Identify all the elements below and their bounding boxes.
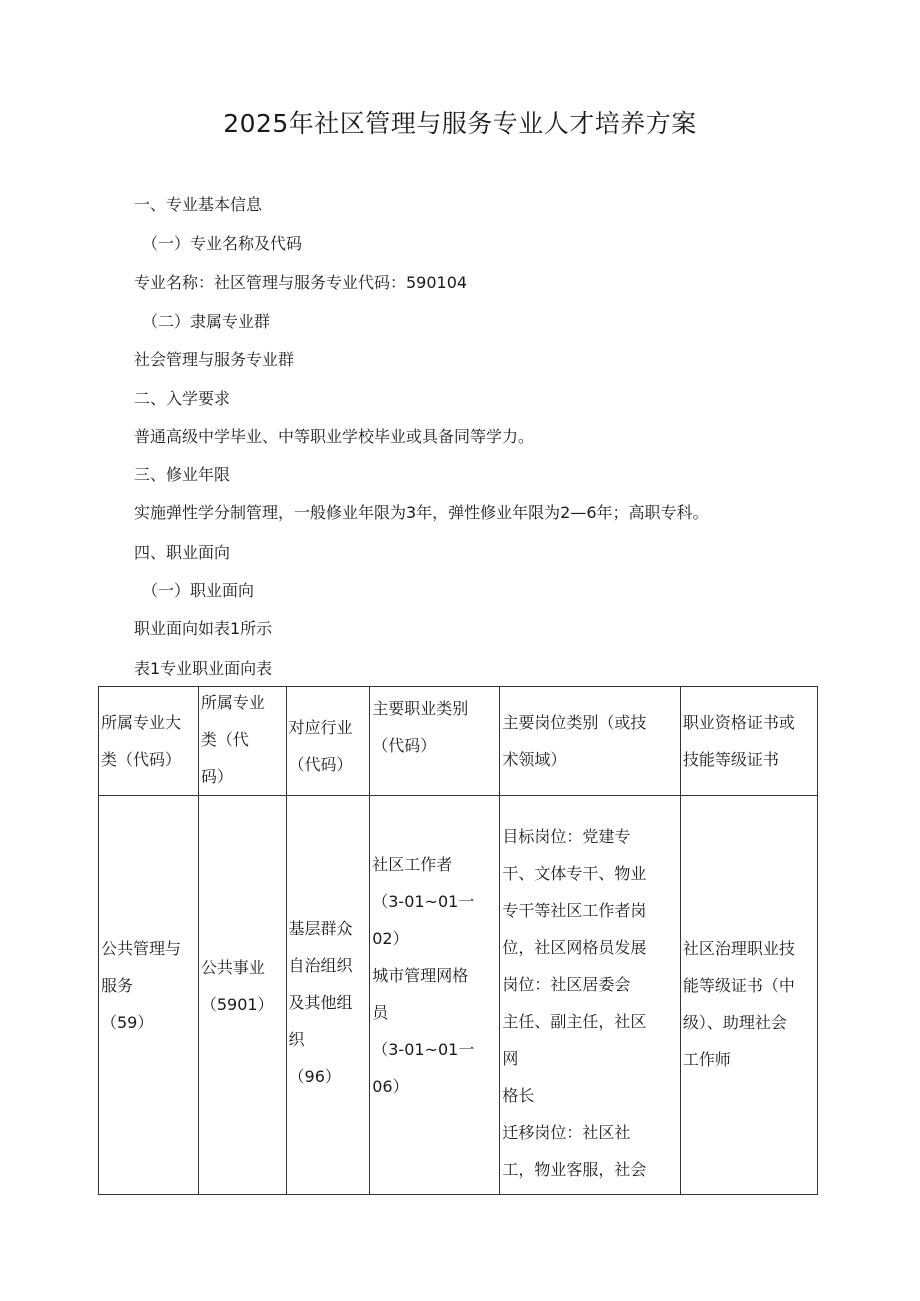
header-cell-subcategory: 所属专业 类（代 码） — [198, 687, 286, 796]
career-orientation-table — [98, 686, 818, 1195]
header-cell-certificate: 职业资格证书或 技能等级证书 — [680, 687, 817, 796]
cell-position: 目标岗位：党建专 干、文体专干、物业 专干等社区工作者岗 位，社区网格员发展 岗位：社区居委会 主任、副主任，社区 网 格长 迁移岗位：社区社 工，物业客服，社会 — [500, 796, 681, 1195]
cell-occupation: 社区工作者 （3-01~01一 02） 城市管理网格 员 （3-01~01一 06） — [370, 796, 500, 1195]
cell-subcategory: 公共事业 （5901） — [198, 796, 286, 1195]
subsection-heading-major-group: （二）隶属专业群 — [142, 312, 271, 331]
major-group-text: 社会管理与服务专业群 — [134, 350, 295, 369]
section-heading-career: 四、职业面向 — [134, 543, 231, 562]
admission-text: 普通高级中学毕业、中等职业学校毕业或具备同等学力。 — [134, 427, 535, 446]
header-cell-industry: 对应行业 （代码） — [286, 687, 370, 796]
header-cell-occupation: 主要职业类别 （代码） — [370, 687, 500, 796]
cell-industry: 基层群众 自治组织 及其他组 织 （96） — [286, 796, 370, 1195]
subsection-heading-major-name: （一）专业名称及代码 — [142, 234, 303, 253]
section-heading-basic-info: 一、专业基本信息 — [134, 195, 263, 214]
subsection-heading-career: （一）职业面向 — [142, 581, 255, 600]
table-caption: 表1专业职业面向表 — [134, 659, 273, 678]
document-title: 2025年社区管理与服务专业人才培养方案 — [223, 109, 697, 138]
table-row — [99, 796, 818, 1195]
duration-text: 实施弹性学分制管理，一般修业年限为3年，弹性修业年限为2—6年；高职专科。 — [134, 503, 709, 522]
cell-category: 公共管理与 服务 （59） — [99, 796, 199, 1195]
career-intro-text: 职业面向如表1所示 — [134, 619, 273, 638]
table-header-row — [99, 687, 818, 796]
header-cell-position: 主要岗位类别（或技 术领域） — [500, 687, 681, 796]
section-heading-duration: 三、修业年限 — [134, 465, 231, 484]
cell-certificate: 社区治理职业技 能等级证书（中 级）、助理社会 工作师 — [680, 796, 817, 1195]
major-name-code-text: 专业名称：社区管理与服务专业代码：590104 — [134, 273, 468, 292]
header-cell-category: 所属专业大 类（代码） — [99, 687, 199, 796]
section-heading-admission: 二、入学要求 — [134, 389, 231, 408]
